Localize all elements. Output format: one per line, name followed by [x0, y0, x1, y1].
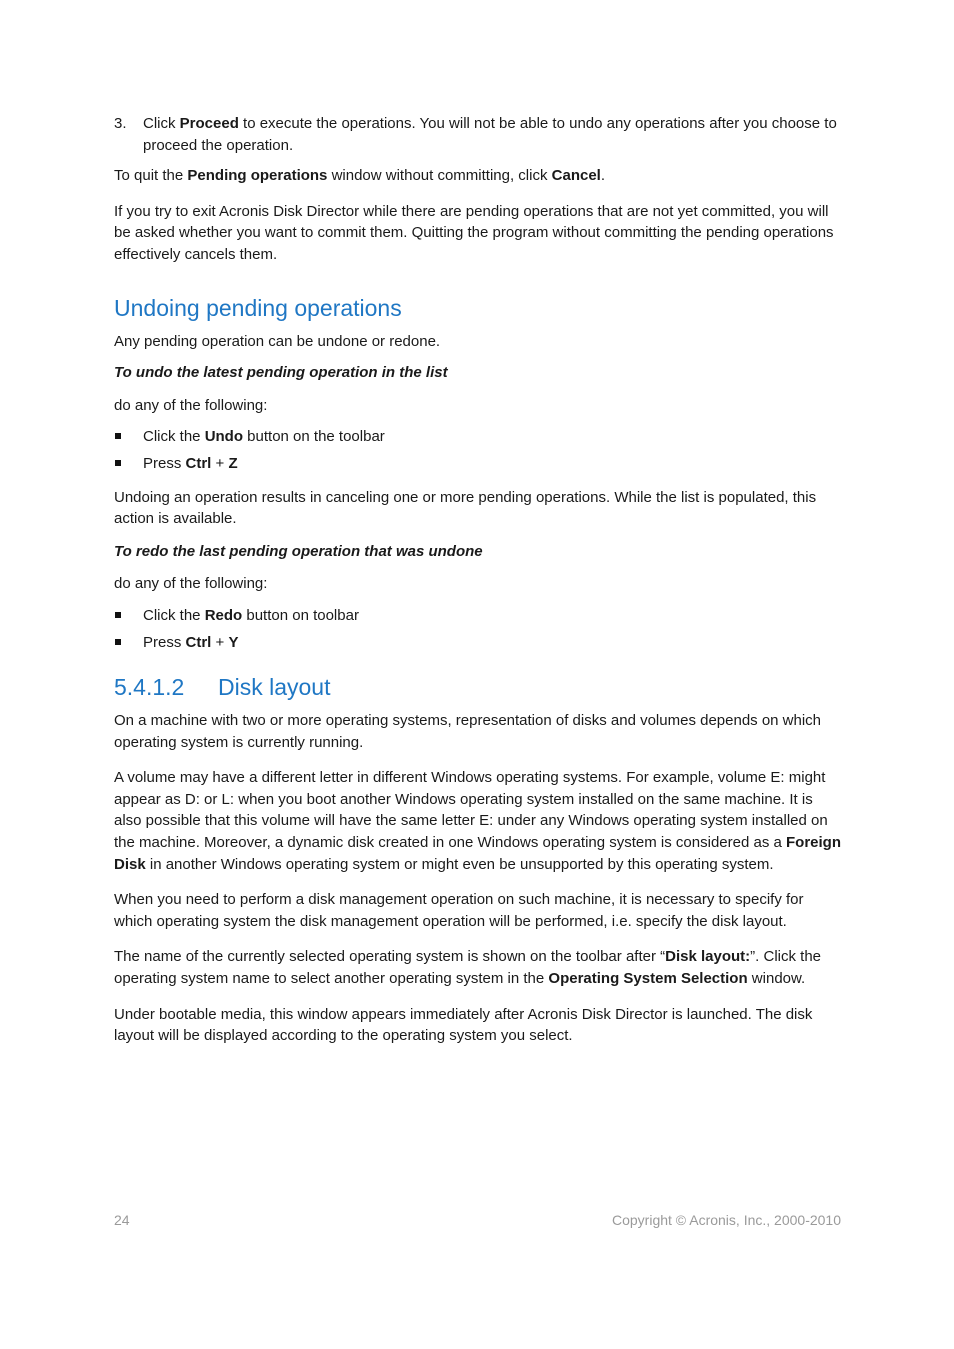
disk-layout-heading [114, 673, 842, 701]
list-item: Click the Redo button on toolbar [114, 605, 842, 627]
bullet-square-icon [115, 639, 121, 645]
step-3: 3. Click Proceed to execute the operations. You will not be able to undo any operations after you choose to proceed the operation. [114, 115, 837, 154]
exit-paragraph: If you try to exit Acronis Disk Director while there are pending operations that are not yet committed, you will be asked whether you want to commit them. Quitting the program without committing the pending operations effectively cancels them. [114, 202, 834, 263]
redo-bullet-list [114, 605, 842, 653]
document-page [114, 113, 842, 1061]
copyright-text: Copyright © Acronis, Inc., 2000-2010 [612, 1212, 841, 1228]
disk-layout-term: Disk layout: [665, 948, 751, 966]
section-title: Disk layout [218, 674, 331, 701]
undo-subheading: To undo the latest pending operation in the list [114, 364, 448, 382]
disk-layout-p3: When you need to perform a disk management operation on such machine, it is necessary to specify for which operating system the disk management operation will be performed, i.e. specify the disk layout. [114, 891, 804, 930]
proceed-term: Proceed [179, 115, 239, 132]
undo-do-text: do any of the following: [114, 396, 268, 414]
list-item: Click the Undo button on the toolbar [114, 426, 842, 448]
list-item: Press Ctrl + Z [114, 453, 842, 475]
undoing-intro: Any pending operation can be undone or redone. [114, 332, 441, 350]
list-item: Press Ctrl + Y [114, 632, 842, 654]
quit-paragraph: To quit the Pending operations window without committing, click Cancel. [114, 167, 606, 185]
bullet-square-icon [115, 460, 121, 466]
page-number: 24 [114, 1212, 130, 1228]
bullet-square-icon [115, 612, 121, 618]
cancel-term: Cancel [551, 167, 601, 185]
os-selection-term: Operating System Selection [548, 970, 748, 988]
disk-layout-p1: On a machine with two or more operating systems, representation of disks and volumes depends on which operating system is currently running. [114, 712, 822, 751]
undoing-heading: Undoing pending operations [114, 294, 402, 321]
foreign-disk-term: Foreign Disk [114, 834, 841, 873]
bullet-square-icon [115, 433, 121, 439]
pending-operations-term: Pending operations [187, 167, 328, 185]
disk-layout-p4: The name of the currently selected operating system is shown on the toolbar after “Disk layout:”. Click the operating system name to select another operating system in the Operating System Selection window. [114, 948, 822, 988]
redo-do-text: do any of the following: [114, 575, 268, 593]
undo-result-paragraph: Undoing an operation results in canceling one or more pending operations. While the list is populated, this action is available. [114, 488, 817, 528]
undo-bullet-list [114, 426, 842, 474]
step-number: 3. [114, 115, 127, 132]
disk-layout-p5: Under bootable media, this window appears immediately after Acronis Disk Director is launched. The disk layout will be displayed according to the operating system you select. [114, 1005, 813, 1045]
disk-layout-p2: A volume may have a different letter in different Windows operating systems. For example, volume E: might appear as D: or L: when you boot another Windows operating system installed on the same machine. It is also possible that this volume will have the same letter E: under any Windows operating system installed on the machine. Moreover, a dynamic disk created in one Windows operating system is considered as a Foreign Disk in another Windows operating system or might even be unsupported by this operating system. [114, 769, 841, 873]
section-number: 5.4.1.2 [114, 674, 185, 701]
redo-subheading: To redo the last pending operation that was undone [114, 542, 483, 560]
